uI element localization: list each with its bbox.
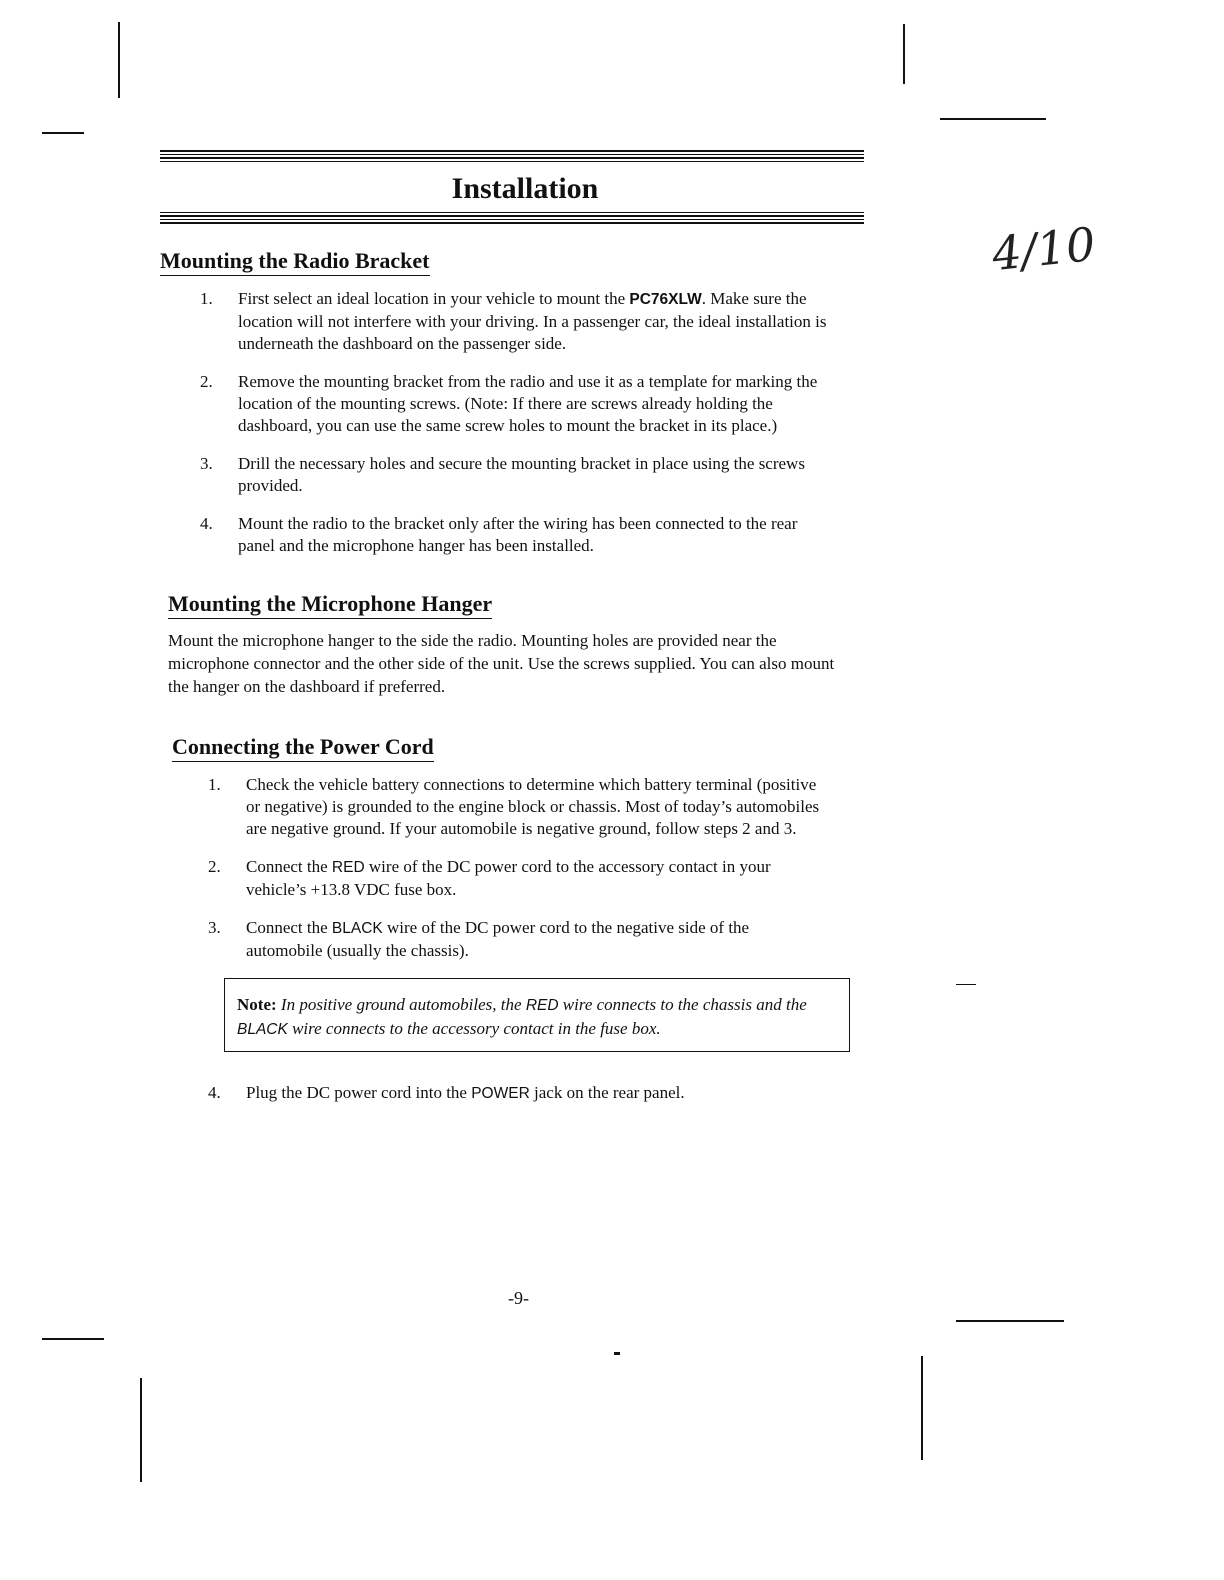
section-heading: Connecting the Power Cord [172, 734, 434, 762]
handwritten-mark: 4/10 [989, 216, 1098, 282]
list-item: 4. Mount the radio to the bracket only after the wiring has been connected to the rear panel and the microphone hanger has been installed. [200, 514, 798, 555]
crop-mark [903, 24, 905, 84]
bracket-steps [200, 288, 830, 557]
section-mic-hanger [168, 591, 870, 698]
title-bottom-rules [160, 212, 864, 224]
wire-label: BLACK [237, 1021, 288, 1038]
crop-mark [921, 1356, 923, 1460]
crop-mark [956, 1320, 1064, 1322]
list-item: 2. Remove the mounting bracket from the radio and use it as a template for marking the location of the mounting screws. (Note: If there are screws already holding the dashboard, you can use the same screw holes to mount the bracket in its place.) [200, 372, 818, 435]
list-item: 2. Connect the RED wire of the DC power cord to the accessory contact in your vehicle’s +13.8 VDC fuse box. [208, 857, 771, 899]
page-title: Installation [451, 172, 599, 205]
section-power-cord [172, 734, 870, 1105]
crop-mark [940, 118, 1046, 120]
crop-mark [118, 22, 120, 98]
jack-label: POWER [471, 1085, 530, 1102]
power-steps [208, 774, 828, 962]
list-item: 1. First select an ideal location in your vehicle to mount the PC76XLW. Make sure the location will not interfere with your driving. In a passenger car, the ideal installation is underneath the dashboard on the passenger side. [200, 289, 827, 353]
list-item: 3. Connect the BLACK wire of the DC power cord to the negative side of the automobile (usually the chassis). [208, 918, 750, 960]
list-item: 4. Plug the DC power cord into the POWER jack on the rear panel. [208, 1083, 685, 1102]
scan-speck [614, 1352, 620, 1355]
wire-label: RED [331, 859, 365, 876]
title-top-rules [160, 150, 864, 162]
wire-label: RED [525, 997, 559, 1014]
page-number: -9- [508, 1288, 529, 1308]
crop-mark [42, 132, 84, 134]
list-item: 1. Check the vehicle battery connections to determine which battery terminal (positive or negative) is grounded to the engine block or chassis. Most of today’s automobiles are negative ground. If your automobile is negative ground, follow steps 2 and 3. [208, 775, 820, 838]
mic-hanger-paragraph: Mount the microphone hanger to the side the radio. Mounting holes are provided near the microphone connector and the other side of the unit. Use the screws supplied. You can also mount the hanger on the dashboard if preferred. [168, 631, 835, 696]
section-heading: Mounting the Microphone Hanger [168, 591, 492, 619]
note-box: Note: In positive ground automobiles, the RED wire connects to the chassis and the BLACK wire connects to the accessory contact in the fuse box. [224, 978, 850, 1052]
note-label: Note: [237, 995, 277, 1014]
crop-mark [42, 1338, 104, 1340]
power-steps-final [208, 1082, 828, 1105]
list-item: 3. Drill the necessary holes and secure the mounting bracket in place using the screws provided. [200, 454, 805, 495]
crop-mark [140, 1378, 142, 1482]
crop-mark [956, 984, 976, 985]
section-radio-bracket [160, 248, 870, 557]
wire-label: BLACK [331, 920, 383, 937]
manual-page [160, 150, 870, 1105]
model-number: PC76XLW [629, 291, 702, 308]
section-heading: Mounting the Radio Bracket [160, 248, 430, 276]
